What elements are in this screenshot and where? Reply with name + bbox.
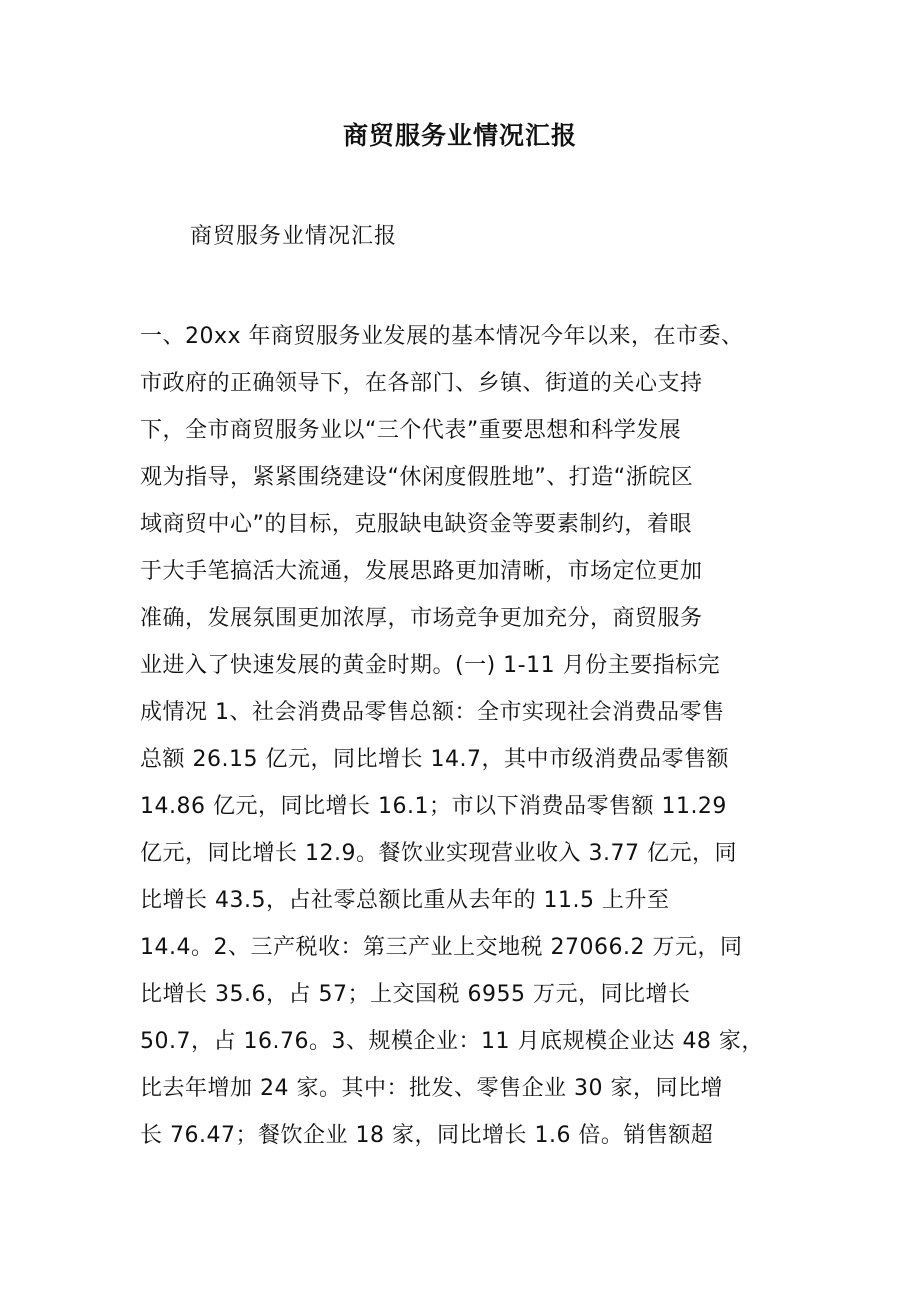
body-line: 市政府的正确领导下，在各部门、乡镇、街道的关心支持 [140,371,703,396]
body-line: 观为指导，紧紧围绕建设“休闲度假胜地”、打造“浙皖区 [140,465,694,490]
body-line: 14.4。2、三产税收：第三产业上交地税 27066.2 万元，同 [140,935,743,960]
body-line: 亿元，同比增长 12.9。餐饮业实现营业收入 3.77 亿元，同 [140,841,737,866]
body-line: 业进入了快速发展的黄金时期。(一) 1-11 月份主要指标完 [140,653,721,678]
body-line: 成情况 1、社会消费品零售总额：全市实现社会消费品零售 [140,700,725,725]
body-line: 50.7，占 16.76。3、规模企业：11 月底规模企业达 48 家， [140,1029,764,1054]
body-line: 准确，发展氛围更加浓厚，市场竞争更加充分，商贸服务 [140,606,703,631]
body-line: 比去年增加 24 家。其中：批发、零售企业 30 家，同比增 [140,1076,723,1101]
document-subtitle: 商贸服务业情况汇报 [190,224,398,249]
body-line: 比增长 43.5，占社零总额比重从去年的 11.5 上升至 [140,888,670,913]
body-line: 域商贸中心”的目标，克服缺电缺资金等要素制约，着眼 [140,512,692,537]
body-line: 14.86 亿元，同比增长 16.1；市以下消费品零售额 11.29 [140,794,727,819]
body-line: 于大手笔搞活大流通，发展思路更加清晰，市场定位更加 [140,559,703,584]
body-line: 下，全市商贸服务业以“三个代表”重要思想和科学发展 [140,418,682,443]
body-line: 总额 26.15 亿元，同比增长 14.7，其中市级消费品零售额 [140,747,729,772]
body-line: 一、20xx 年商贸服务业发展的基本情况今年以来，在市委、 [140,324,744,349]
document-title: 商贸服务业情况汇报 [342,121,577,150]
body-line: 比增长 35.6，占 57；上交国税 6955 万元，同比增长 [140,982,691,1007]
body-line: 长 76.47；餐饮企业 18 家，同比增长 1.6 倍。销售额超 [140,1123,714,1148]
